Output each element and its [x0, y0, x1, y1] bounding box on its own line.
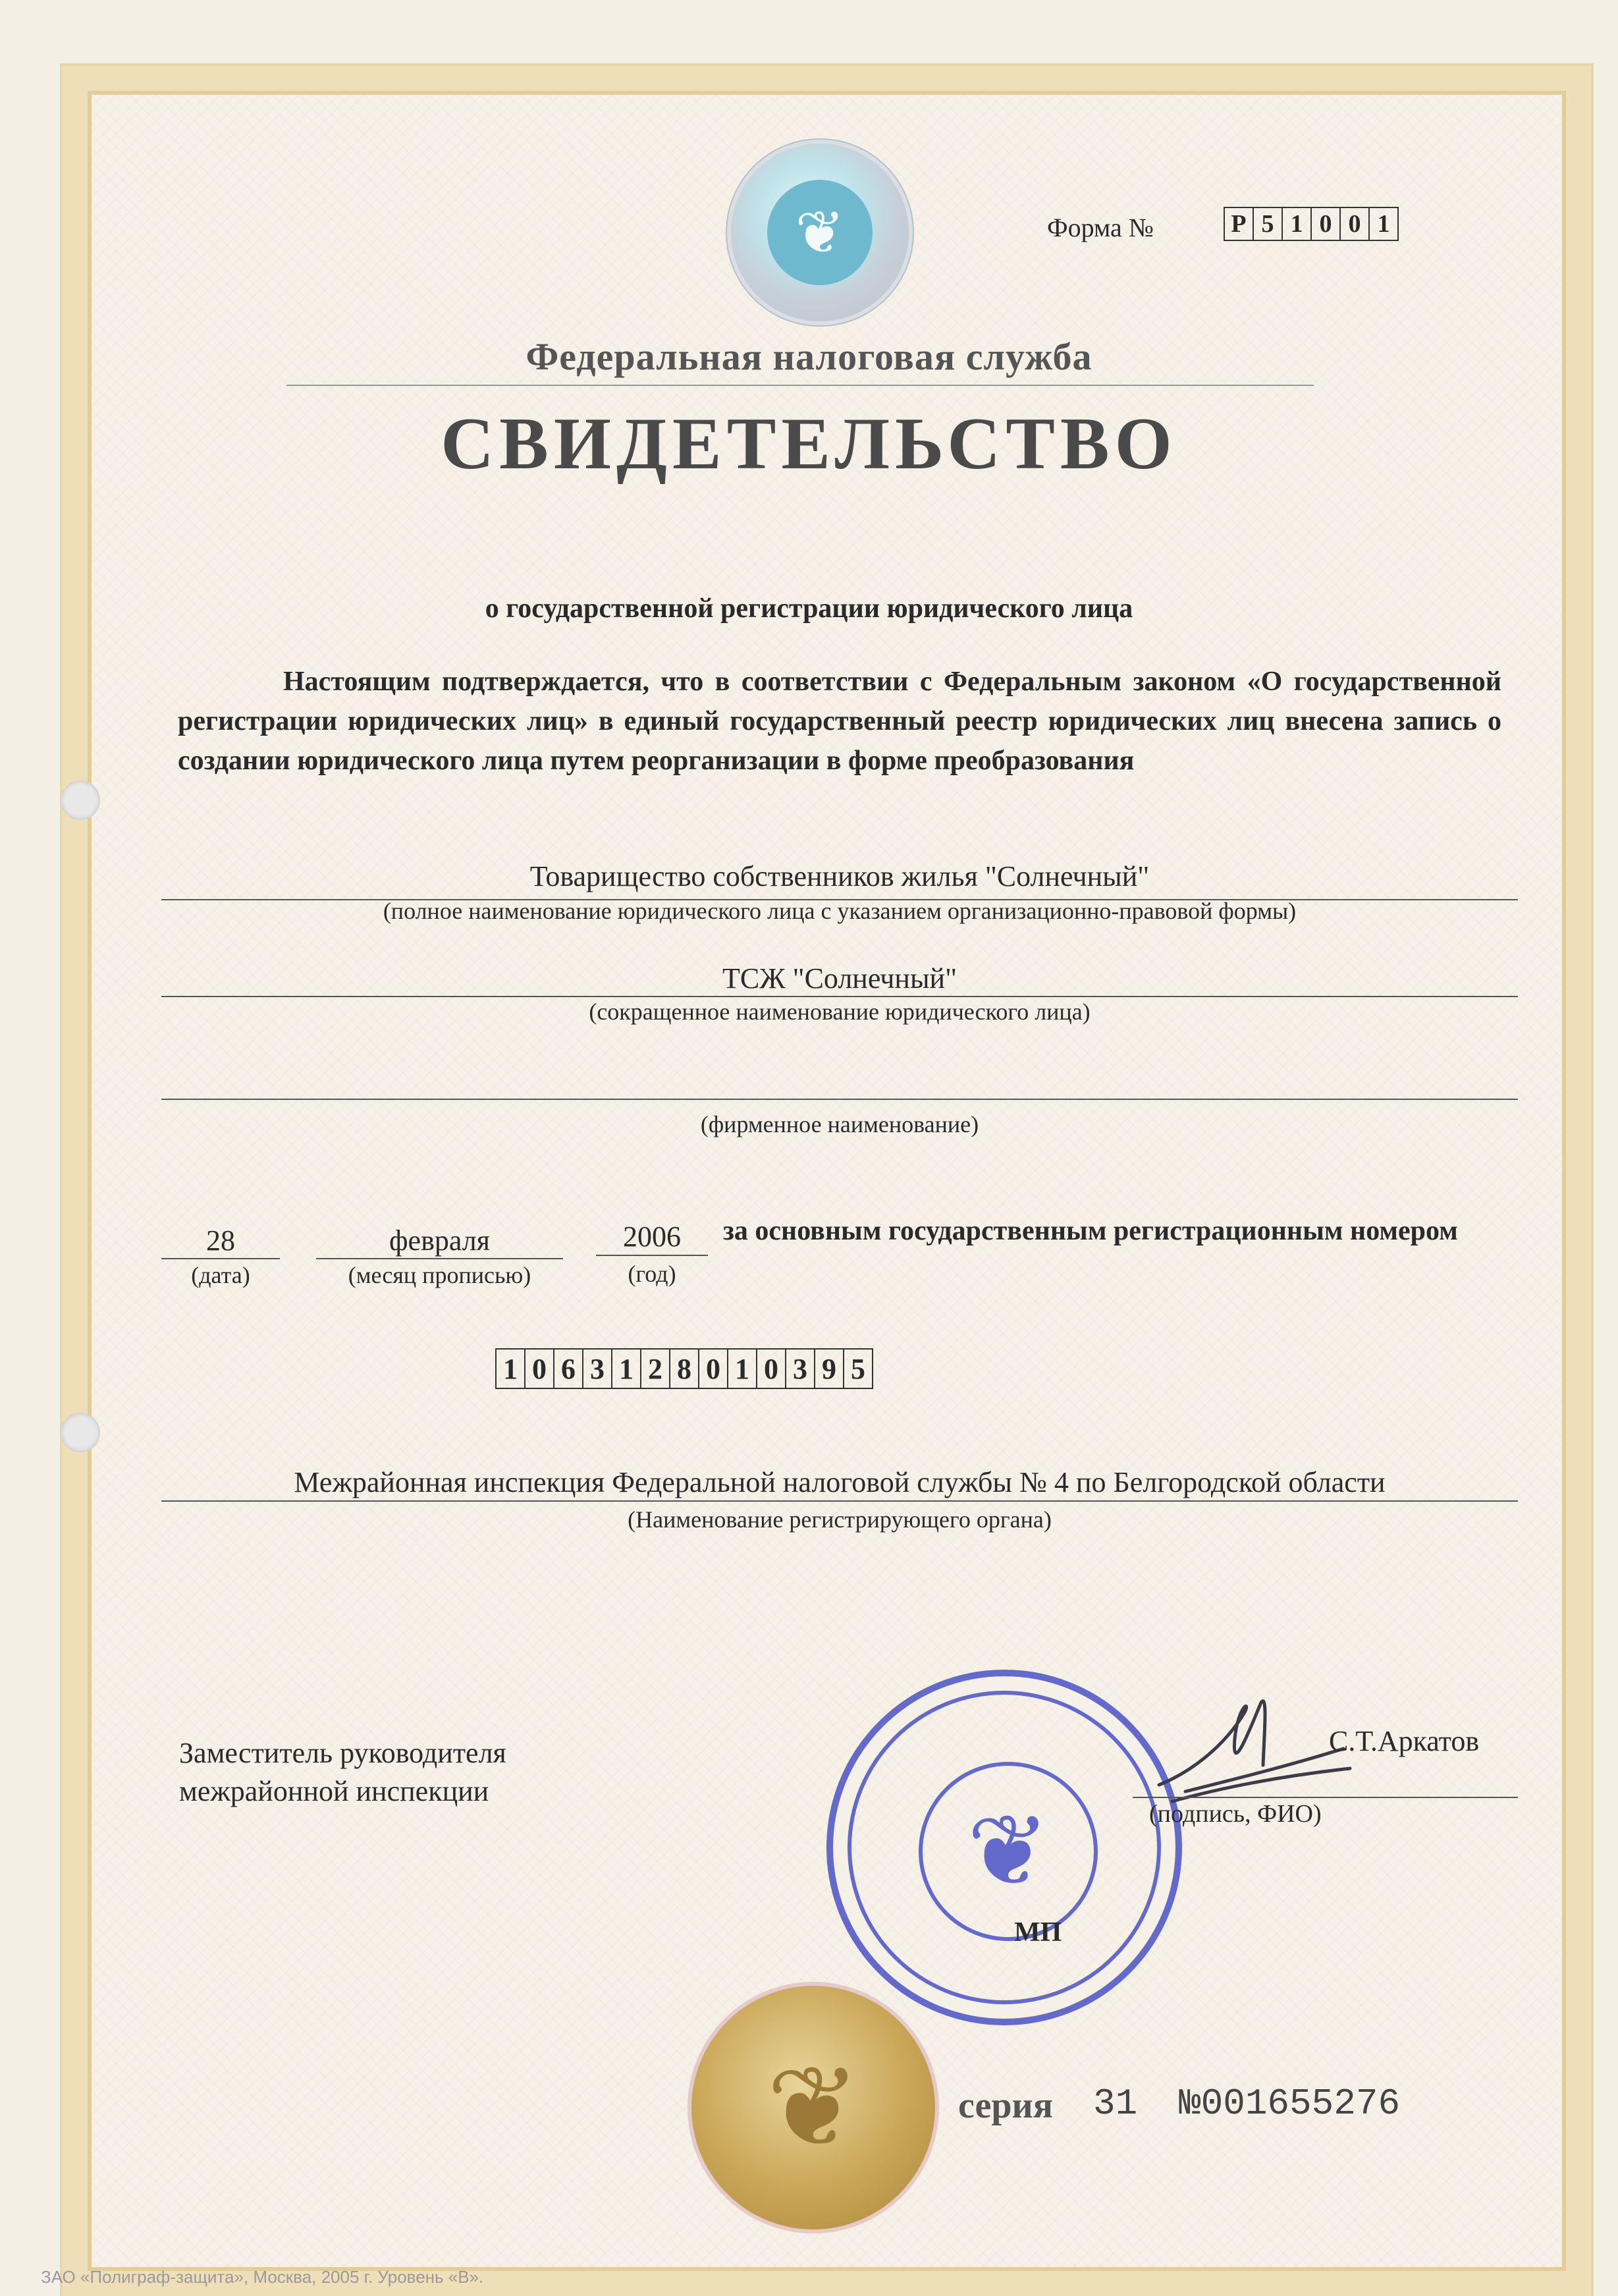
signature-caption: (подпись, ФИО)	[1149, 1800, 1322, 1828]
short-name-value: ТСЖ "Солнечный"	[722, 962, 957, 995]
ogrn-digit: 1	[612, 1350, 641, 1388]
serial-label: серия	[958, 2085, 1054, 2126]
ogrn-digit: 0	[699, 1350, 728, 1388]
date-year-line	[596, 1255, 708, 1256]
printer-imprint: ЗАО «Полиграф-защита», Москва, 2005 г. Уровень «В».	[41, 2267, 484, 2287]
ogrn-digit: 5	[851, 1352, 865, 1385]
signatory-position-line1: Заместитель руководителя	[179, 1737, 506, 1769]
fns-hologram-emblem	[731, 144, 909, 321]
punch-hole	[61, 780, 100, 820]
form-label: Форма №	[1047, 213, 1154, 242]
gold-seal	[691, 1986, 935, 2229]
certificate-border	[63, 66, 1591, 2296]
form-code-char: 1	[1283, 208, 1312, 240]
eagle-icon: ❦	[767, 180, 873, 285]
form-code-char: 5	[1254, 208, 1283, 240]
stamp-place-label: МП	[1014, 1917, 1062, 1948]
ogrn-intro-text: за основным государственным регистрационным номером	[723, 1216, 1458, 1246]
ogrn-digit: 6	[554, 1350, 583, 1388]
ogrn-digit: 3	[583, 1350, 612, 1388]
form-code-char: 0	[1341, 208, 1370, 240]
certification-paragraph: Настоящим подтверждается, что в соответствии с Федеральным законом «О государственной регистрации юридических лиц» в единый государственный реестр юридических лиц внесена запись о создании юридического лица путем реорганизации в форме преобразования	[178, 667, 1501, 776]
agency-title: Федеральная налоговая служба	[526, 335, 1092, 378]
ogrn-digit: 1	[728, 1350, 757, 1388]
eagle-icon: ❦	[766, 2046, 861, 2170]
serial-series: 31	[1093, 2083, 1138, 2125]
form-code-char: 1	[1377, 210, 1390, 238]
date-year-caption: (год)	[628, 1261, 676, 1287]
date-month-caption: (месяц прописью)	[348, 1262, 531, 1288]
ogrn-boxes	[495, 1348, 873, 1389]
date-month-value: февраля	[389, 1224, 490, 1257]
date-year-value: 2006	[623, 1220, 681, 1253]
brand-name-caption: (фирменное наименование)	[700, 1111, 979, 1137]
authority-value: Межрайонная инспекция Федеральной налоговой службы № 4 по Белгородской области	[294, 1466, 1386, 1498]
signatory-name: С.Т.Аркатов	[1329, 1725, 1480, 1757]
signatory-position	[179, 1734, 506, 1811]
ogrn-digit: 8	[670, 1350, 699, 1388]
brand-name-line	[161, 1099, 1518, 1100]
date-month-line	[316, 1258, 563, 1259]
signature-line	[1133, 1797, 1518, 1798]
full-name-caption: (полное наименование юридического лица с указанием организационно-правовой формы)	[383, 898, 1297, 924]
ogrn-digit: 3	[786, 1350, 815, 1388]
punch-hole	[61, 1413, 100, 1452]
full-name-value: Товарищество собственников жилья "Солнечный"	[529, 860, 1150, 892]
authority-caption: (Наименование регистрирующего органа)	[628, 1506, 1052, 1533]
ogrn-digit: 0	[757, 1350, 786, 1388]
official-stamp	[826, 1670, 1182, 2025]
authority-line	[161, 1500, 1518, 1502]
form-code-char: Р	[1225, 208, 1254, 240]
date-day-line	[161, 1258, 280, 1259]
document-title: СВИДЕТЕЛЬСТВО	[441, 403, 1177, 485]
signatory-position-line2: межрайонной инспекции	[179, 1775, 489, 1807]
date-day-caption: (дата)	[191, 1262, 250, 1288]
short-name-line	[161, 996, 1518, 997]
serial-number: №001655276	[1179, 2083, 1401, 2125]
ogrn-digit: 9	[815, 1350, 844, 1388]
form-code-char: 0	[1312, 208, 1341, 240]
document-subtitle: о государственной регистрации юридического лица	[485, 593, 1133, 624]
date-day-value: 28	[206, 1224, 235, 1257]
handwritten-signature	[1146, 1686, 1357, 1818]
agency-divider	[286, 385, 1314, 386]
eagle-icon: ❦	[919, 1762, 1098, 1941]
ogrn-digit: 2	[641, 1350, 670, 1388]
ogrn-digit: 1	[497, 1350, 526, 1388]
short-name-caption: (сокращенное наименование юридического лица)	[589, 998, 1091, 1025]
ogrn-digit: 0	[526, 1350, 554, 1388]
form-code-boxes	[1224, 207, 1399, 241]
